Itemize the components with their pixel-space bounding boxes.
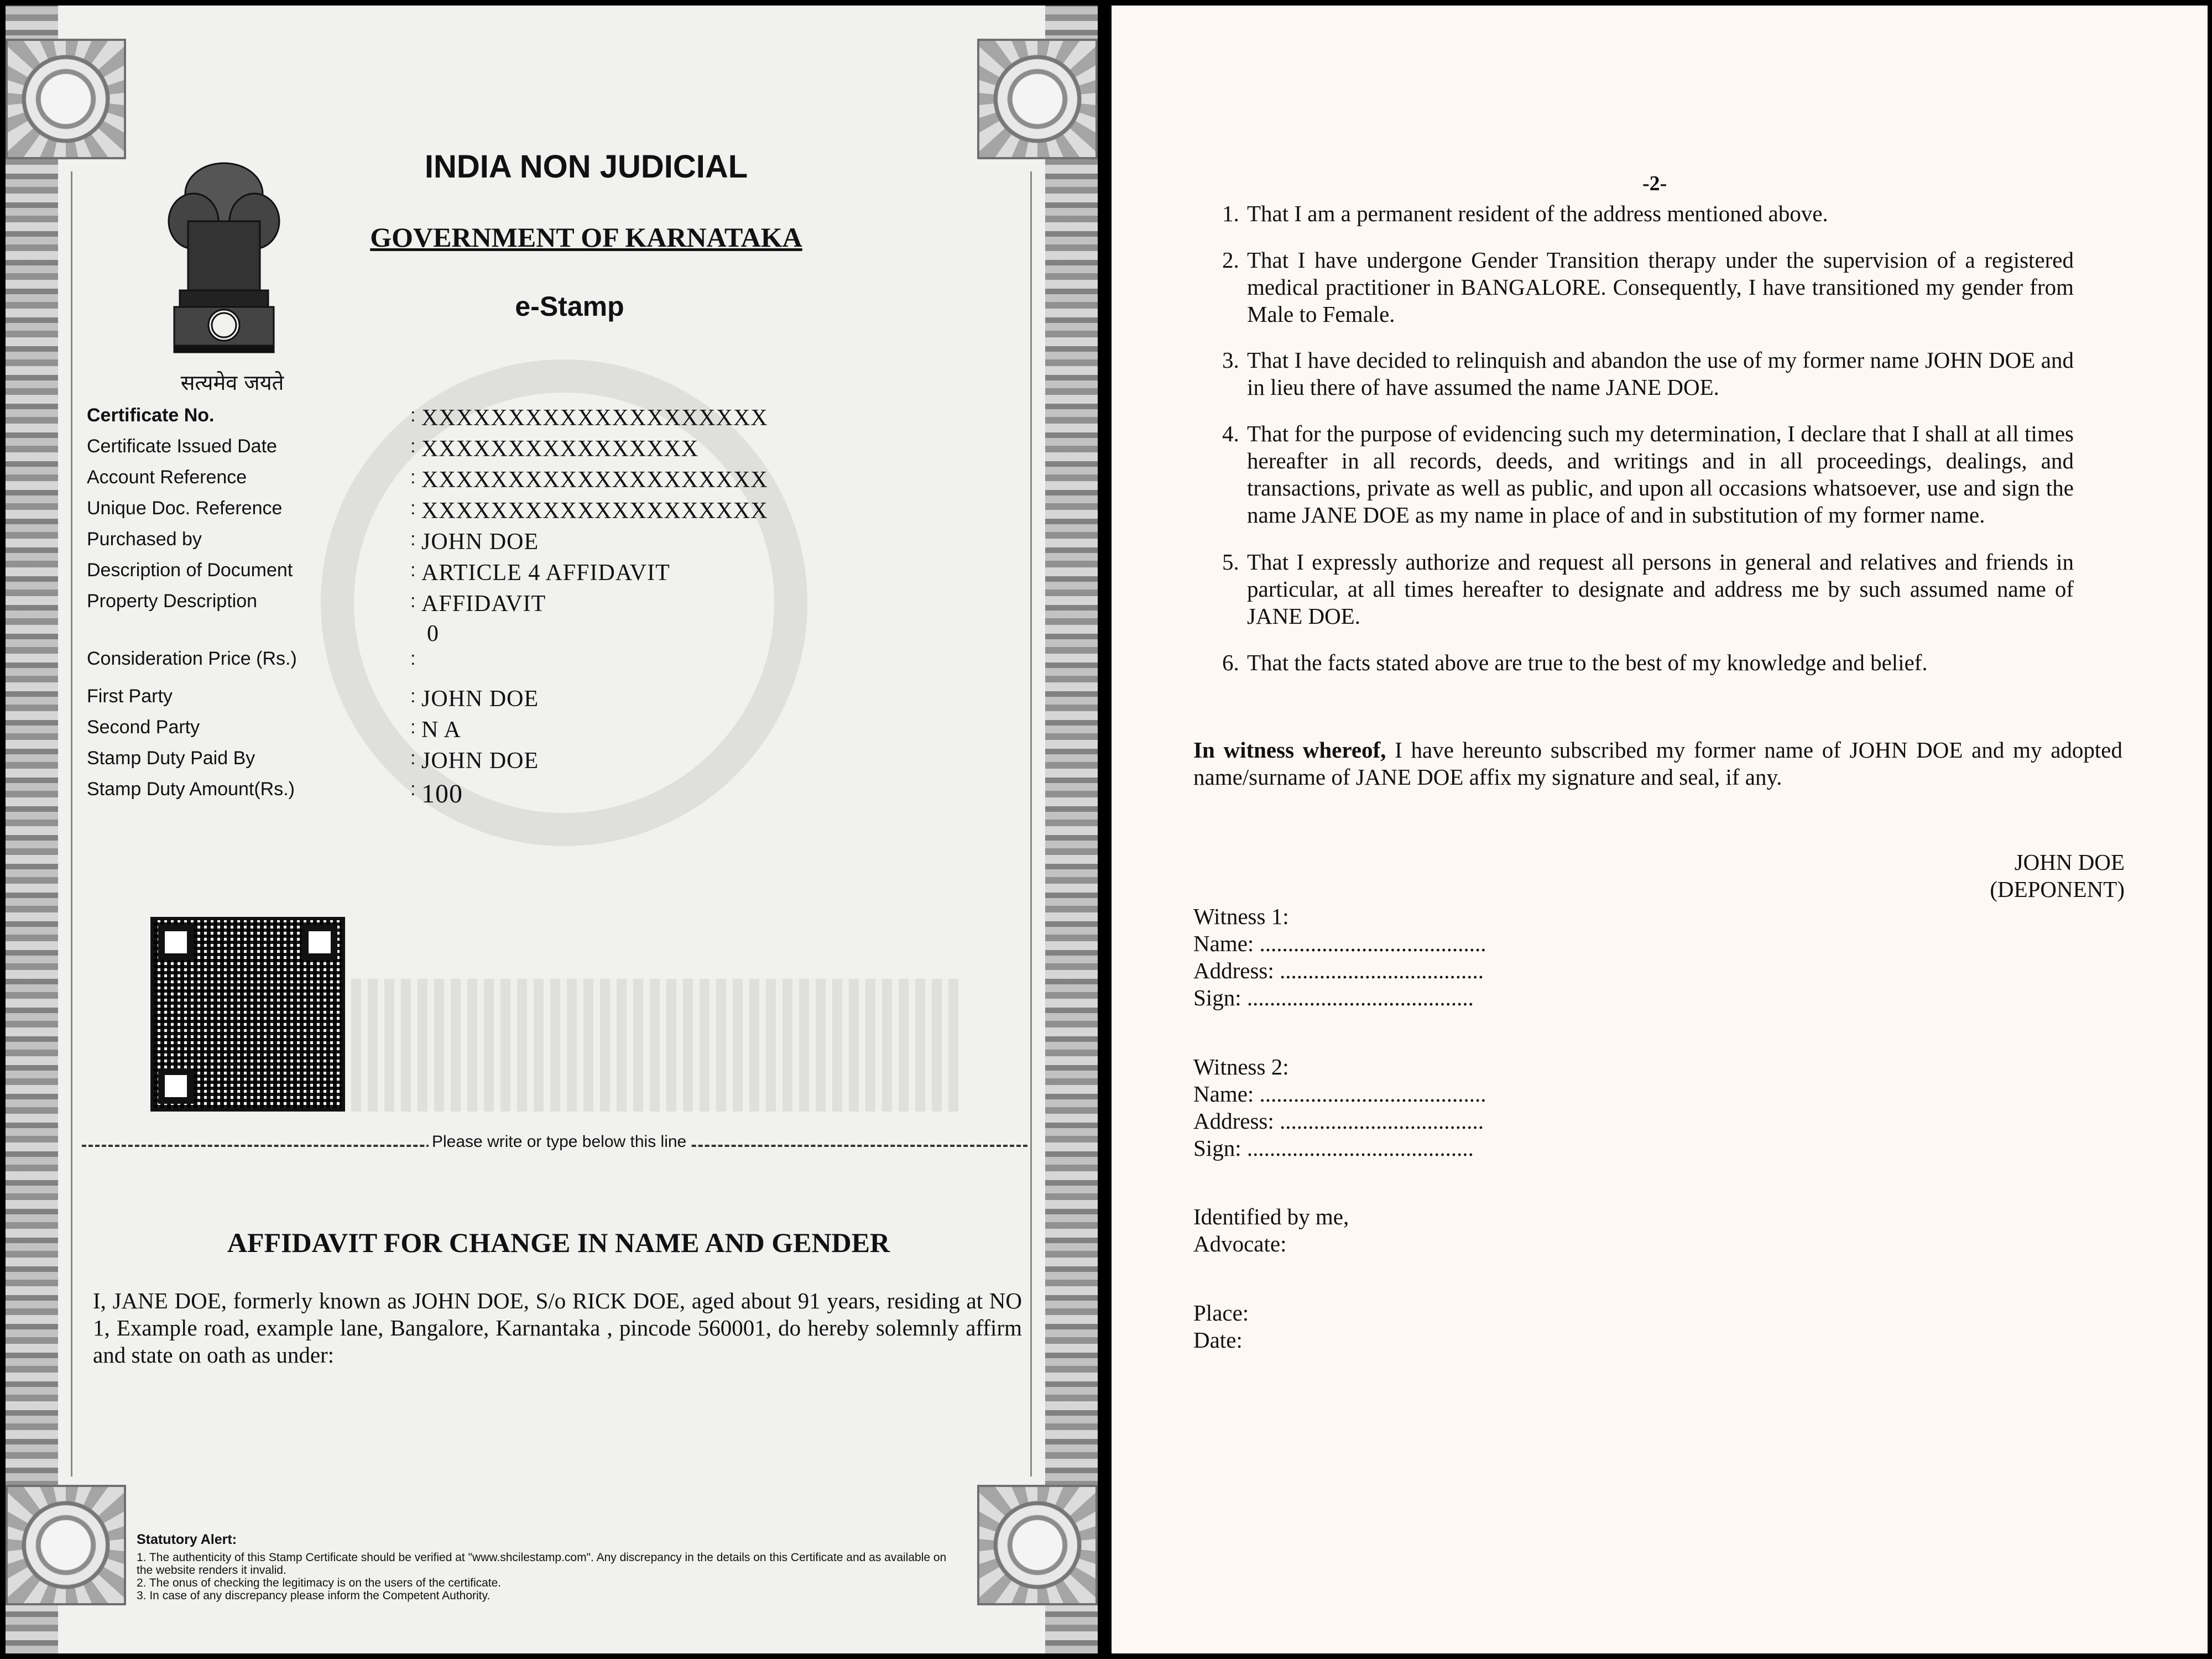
field-row — [87, 779, 806, 810]
field-label: Description of Document — [87, 560, 293, 581]
field-label: Certificate Issued Date — [87, 436, 277, 457]
qr-code — [150, 917, 345, 1112]
witness-whereof-bold: In witness whereof, — [1193, 737, 1386, 763]
witness-whereof-paragraph — [1193, 737, 2122, 791]
cut-line-text: Please write or type below this line — [429, 1133, 690, 1151]
witness-2-address-line: Address: .................................... — [1193, 1108, 1484, 1134]
estamp-page — [6, 6, 1098, 1653]
statement-item — [1222, 347, 2074, 401]
place-line: Place: — [1193, 1300, 1249, 1326]
field-value: ARTICLE 4 AFFIDAVIT — [421, 560, 670, 586]
date-line: Date: — [1193, 1327, 1243, 1353]
page-number: -2- — [1642, 172, 1667, 195]
statutory-alert-title: Statutory Alert: — [137, 1532, 237, 1547]
field-value: 0 — [427, 621, 439, 646]
field-row — [87, 591, 806, 622]
national-emblem-icon — [155, 155, 293, 365]
statement-text: That for the purpose of evidencing such my determination, I declare that I shall at all times hereafter in all records, deeds, and writings and in all proceedings, dealings, and transactions, private as well as public, and upon all occasions whatsoever, use and sign the name JANE DOE as my name in place of and in substitution of my former name. — [1247, 421, 2074, 528]
government-title: GOVERNMENT OF KARNATAKA — [370, 222, 802, 253]
field-value: XXXXXXXXXXXXXXXX — [421, 436, 699, 462]
statement-number: 4. — [1222, 421, 1239, 446]
statement-item — [1222, 649, 2074, 676]
witness-1-address-line: Address: .................................... — [1193, 958, 1484, 983]
field-colon: : — [410, 498, 416, 519]
field-colon: : — [410, 529, 416, 550]
statutory-alert — [137, 1532, 955, 1602]
field-value: 100 — [421, 779, 463, 808]
field-row — [87, 748, 806, 779]
field-label: Unique Doc. Reference — [87, 498, 283, 519]
affidavit-intro: I, JANE DOE, formerly known as JOHN DOE, S/o RICK DOE, aged about 91 years, residing at NO 1, Example road, example lane, Bangalore, Karnantaka , pincode 560001, do hereby solemnly affirm and state on oath as under: — [93, 1288, 1022, 1368]
corner-ornament — [977, 1485, 1098, 1605]
qr-finder-pattern — [302, 925, 337, 960]
advocate-line: Advocate: — [1193, 1231, 1287, 1256]
field-label: Consideration Price (Rs.) — [87, 648, 297, 669]
field-colon: : — [410, 591, 416, 612]
field-label: Account Reference — [87, 467, 247, 488]
field-colon: : — [410, 648, 416, 669]
field-value: JOHN DOE — [421, 686, 539, 712]
statement-text: That I have undergone Gender Transition therapy under the supervision of a registered medical practitioner in BANGALORE. Consequently, I have transitioned my gender from Male to Female. — [1247, 247, 2074, 327]
field-colon: : — [410, 560, 416, 581]
statement-text: That I expressly authorize and request all persons in general and relatives and friends in particular, at all times hereafter to designate and address me by such assumed name of JANE DOE. — [1247, 549, 2074, 629]
field-label: Stamp Duty Paid By — [87, 748, 255, 769]
corner-ornament — [6, 1485, 126, 1605]
field-row — [87, 436, 806, 467]
field-colon: : — [410, 405, 416, 426]
statement-number: 5. — [1222, 549, 1239, 575]
field-value: JOHN DOE — [421, 529, 539, 555]
qr-finder-pattern — [158, 1068, 194, 1104]
statement-number: 6. — [1222, 650, 1239, 675]
field-row — [87, 467, 806, 498]
statement-text: That I have decided to relinquish and abandon the use of my former name JOHN DOE and in lieu there of have assumed the name JANE DOE. — [1247, 347, 2074, 400]
statement-item — [1222, 549, 2074, 630]
witness-2-sign-line: Sign: ........................................ — [1193, 1135, 1474, 1161]
affidavit-page-2 — [1112, 6, 2208, 1653]
witness-2-heading: Witness 2: — [1193, 1054, 1289, 1079]
witness-whereof-text: I have hereunto subscribed my former name of JOHN DOE and my adopted name/surname of JANE DOE affix my signature and seal, if any. — [1193, 737, 2122, 790]
statement-number: 3. — [1222, 347, 1239, 373]
field-value: N A — [421, 717, 461, 743]
witness-1-block — [1193, 903, 1486, 1011]
field-row — [87, 405, 806, 436]
field-colon: : — [410, 779, 416, 800]
field-row — [87, 620, 806, 670]
statutory-alert-item: 2. The onus of checking the legitimacy is on the users of the certificate. — [137, 1577, 502, 1589]
field-label: First Party — [87, 686, 173, 707]
field-row — [87, 686, 806, 717]
field-row — [87, 560, 806, 591]
field-value: XXXXXXXXXXXXXXXXXXXX — [421, 405, 768, 431]
place-date-block — [1193, 1300, 1249, 1354]
identified-by: Identified by me, — [1193, 1204, 1349, 1229]
field-label: Stamp Duty Amount(Rs.) — [87, 779, 295, 800]
emblem-motto: सत्यमेव जयते — [180, 371, 284, 395]
statement-item — [1222, 247, 2074, 328]
field-value: AFFIDAVIT — [421, 591, 546, 617]
faded-watermark-band — [351, 979, 959, 1112]
identification-block — [1193, 1203, 1349, 1258]
field-label: Property Description — [87, 591, 258, 612]
statement-text: That I am a permanent resident of the address mentioned above. — [1247, 201, 1828, 226]
witness-1-sign-line: Sign: ........................................ — [1193, 985, 1474, 1010]
qr-finder-pattern — [158, 925, 194, 960]
stamp-header: INDIA NON JUDICIAL — [424, 149, 748, 185]
witness-2-name-line: Name: ........................................ — [1193, 1081, 1486, 1107]
deponent-role: (DEPONENT) — [1990, 877, 2125, 902]
field-colon: : — [410, 686, 416, 707]
field-colon: : — [410, 748, 416, 769]
field-row — [87, 498, 806, 529]
field-value: XXXXXXXXXXXXXXXXXXXX — [421, 467, 768, 493]
statement-item — [1222, 420, 2074, 529]
statement-item — [1222, 200, 2074, 227]
witness-2-block — [1193, 1053, 1486, 1162]
statement-number: 1. — [1222, 201, 1239, 226]
field-value: JOHN DOE — [421, 748, 539, 774]
field-label: Second Party — [87, 717, 200, 738]
deponent-name: JOHN DOE — [2014, 849, 2125, 875]
field-colon: : — [410, 436, 416, 457]
witness-1-heading: Witness 1: — [1193, 904, 1289, 929]
field-value: XXXXXXXXXXXXXXXXXXXX — [421, 498, 768, 524]
field-colon: : — [410, 467, 416, 488]
corner-ornament — [6, 39, 126, 159]
stamp-type: e-Stamp — [515, 291, 624, 322]
field-label: Purchased by — [87, 529, 202, 550]
field-colon: : — [410, 717, 416, 738]
field-label: Certificate No. — [87, 405, 215, 426]
statutory-alert-item: 3. In case of any discrepancy please inform the Competent Authority. — [137, 1589, 491, 1602]
statement-text: That the facts stated above are true to the best of my knowledge and belief. — [1247, 650, 1928, 675]
field-row — [87, 717, 806, 748]
field-row — [87, 529, 806, 560]
affidavit-title: AFFIDAVIT FOR CHANGE IN NAME AND GENDER — [227, 1227, 890, 1258]
witness-1-name-line: Name: ........................................ — [1193, 931, 1486, 956]
corner-ornament — [977, 39, 1098, 159]
deponent-block — [1990, 849, 2125, 903]
statement-number: 2. — [1222, 247, 1239, 273]
statutory-alert-item: 1. The authenticity of this Stamp Certificate should be verified at "www.shcilestamp.com". Any discrepancy in the details on this Certificate and as available on the website renders it invalid. — [137, 1551, 947, 1577]
